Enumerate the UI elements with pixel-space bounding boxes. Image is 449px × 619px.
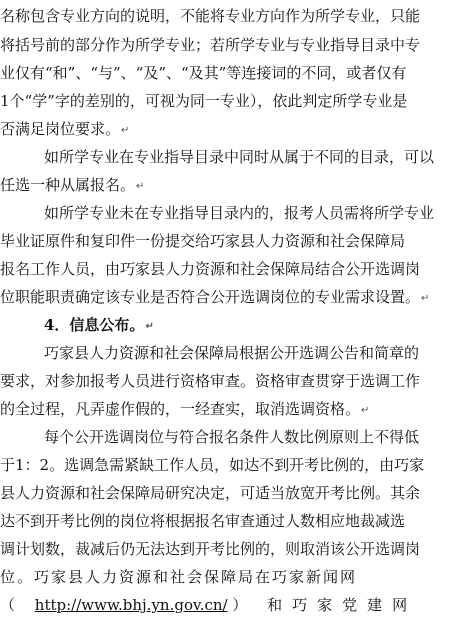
text-line: 于1：2。选调急需紧缺工作人员，如达不到开考比例的，由巧家 xyxy=(0,456,425,474)
text-line: 将括号前的部分作为所学专业；若所学专业与专业指导目录中专 xyxy=(0,36,421,54)
text-line: 业仅有“和”、“与”、“及”、“及其”等连接词的不同，或者仅有 xyxy=(0,64,407,82)
text-line: 报名工作人员，由巧家县人力资源和社会保障局结合公开选调岗 xyxy=(0,260,421,278)
website-link[interactable]: http://www.bhj.yn.gov.cn/ xyxy=(34,596,228,614)
text-line: 如所学专业未在专业指导目录内的，报考人员需将所学专业 xyxy=(44,204,435,222)
text-line: 达不到开考比例的岗位将根据报名审查通过人数相应地裁减选 xyxy=(0,512,406,530)
text-line: 的全过程，凡弄虚作假的，一经查实，取消选调资格。↵ xyxy=(0,400,370,418)
paragraph-mark-icon: ↵ xyxy=(361,405,370,416)
section-heading: 4．信息公布。↵ xyxy=(44,316,154,334)
text-line: 名称包含专业方向的说明，不能将专业方向作为所学专业，只能 xyxy=(0,7,421,25)
text-line: 否满足岗位要求。↵ xyxy=(0,120,130,138)
text-line: 调计划数，裁减后仍无法达到开考比例的，则取消该公开选调岗 xyxy=(0,540,421,558)
text-line: 毕业证原件和复印件一份提交给巧家县人力资源和社会保障局 xyxy=(0,232,406,250)
text-line: 位职能职责确定该专业是否符合公开选调岗位的专业需求设置。↵ xyxy=(0,288,430,306)
paragraph-mark-icon: ↵ xyxy=(121,125,130,136)
paragraph-mark-icon: ↵ xyxy=(145,321,154,332)
text-line: 位。巧家县人力资源和社会保障局在巧家新闻网 xyxy=(0,568,358,586)
text-line-partial: （ http://www.bhj.yn.gov.cn/ ） 和巧家党建网 xyxy=(0,596,418,614)
text-line: 巧家县人力资源和社会保障局根据公开选调公告和简章的 xyxy=(44,344,420,362)
text-line: 每个公开选调岗位与符合报名条件人数比例原则上不得低 xyxy=(44,428,420,446)
text-line: 1个“学”字的差别的，可视为同一专业），依此判定所学专业是 xyxy=(0,92,408,110)
paragraph-mark-icon: ↵ xyxy=(421,293,430,304)
text-line: 如所学专业在专业指导目录中同时从属于不同的目录，可以 xyxy=(44,148,435,166)
text-line: 县人力资源和社会保障局研究决定，可适当放宽开考比例。其余 xyxy=(0,484,421,502)
text-line: 要求，对参加报考人员进行资格审查。资格审查贯穿于选调工作 xyxy=(0,372,421,390)
paragraph-mark-icon: ↵ xyxy=(136,181,145,192)
text-line: 任选一种从属报名。↵ xyxy=(0,176,145,194)
